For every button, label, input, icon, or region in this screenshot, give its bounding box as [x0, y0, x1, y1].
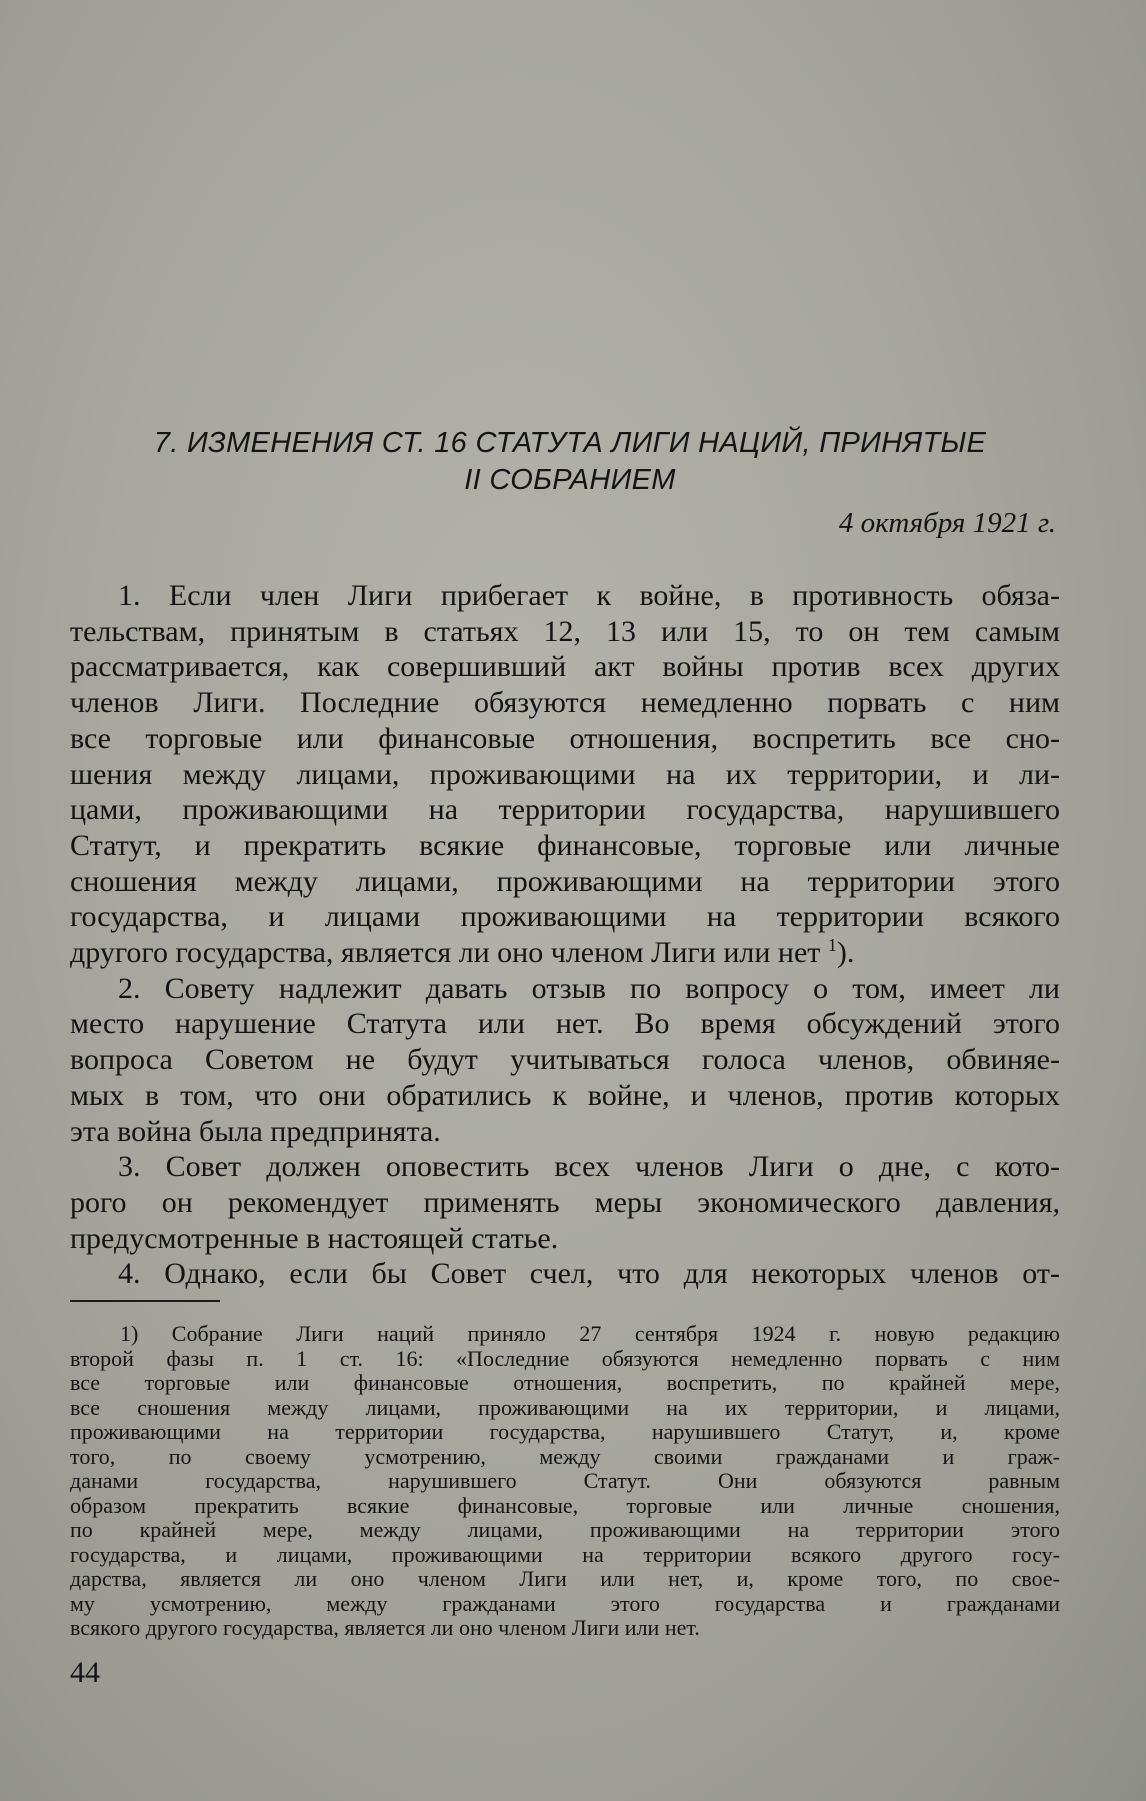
footnote-divider — [70, 1300, 220, 1302]
footnote-reference: 1 — [827, 935, 837, 955]
paragraph-2-line: 2. Совету надлежит давать отзыв по вопросу о том, имеет ли — [118, 972, 1060, 1005]
heading-line-1: 7. ИЗМЕНЕНИЯ СТ. 16 СТАТУТА ЛИГИ НАЦИЙ, ПРИНЯТЫЕ — [153, 427, 987, 459]
paragraph-2-line: мых в том, что они обратились к войне, и членов, против которых — [70, 1079, 1060, 1112]
paragraph-2-line: вопроса Советом не будут учитываться голоса членов, обвиняе- — [70, 1043, 1060, 1076]
paragraph-1-last-line — [70, 935, 1060, 971]
paragraph-1-line: шения между лицами, проживающими на их территории, и ли- — [70, 758, 1060, 791]
paragraph-1-line: членов Лиги. Последние обязуются немедленно порвать с ним — [70, 686, 1060, 719]
page-number: 44 — [70, 1656, 100, 1689]
footnote-line: того, по своему усмотрению, между своими гражданами и граж- — [70, 1445, 1060, 1469]
paragraph-1-line: государства, и лицами проживающими на территории всякого — [70, 900, 1060, 933]
paragraph-1-line: Статут, и прекратить всякие финансовые, торговые или личные — [70, 829, 1060, 862]
paragraph-4-line: 4. Однако, если бы Совет счел, что для некоторых членов от- — [118, 1257, 1060, 1290]
footnote-line: все торговые или финансовые отношения, воспретить, по крайней мере, — [70, 1371, 1060, 1395]
paragraph-3-line: 3. Совет должен оповестить всех членов Лиги о дне, с кото- — [118, 1150, 1060, 1183]
footnote-line: 1) Собрание Лиги наций приняло 27 сентября 1924 г. новую редакцию — [120, 1322, 1060, 1346]
footnote-line: второй фазы п. 1 ст. 16: «Последние обязуются немедленно порвать с ним — [70, 1347, 1060, 1371]
footnote-line: проживающими на территории государства, нарушившего Статут, и, кроме — [70, 1420, 1060, 1444]
section-heading — [70, 425, 1070, 499]
paragraph-2-line: эта война была предпринята. — [70, 1115, 441, 1148]
paragraph-1-line: 1. Если член Лиги прибегает к войне, в противность обяза- — [118, 579, 1060, 612]
paragraph-3-line: предусмотренные в настоящей статье. — [70, 1222, 559, 1255]
paragraph-1-last-text: другого государства, является ли оно членом Лиги или нет — [70, 936, 821, 969]
paragraph-3-line: рого он рекомендует применять меры экономического давления, — [70, 1186, 1060, 1219]
paragraph-1-line: все торговые или финансовые отношения, воспретить все сно- — [70, 722, 1060, 755]
paragraph-2-line: место нарушение Статута или нет. Во время обсуждений этого — [70, 1007, 1060, 1040]
paragraph-1-line: сношения между лицами, проживающими на территории этого — [70, 865, 1060, 898]
document-date: 4 октября 1921 г. — [838, 507, 1056, 539]
footnote-line: все сношения между лицами, проживающими на их территории, и лицами, — [70, 1396, 1060, 1420]
paragraph-1-line: рассматривается, как совершивший акт войны против всех других — [70, 650, 1060, 683]
footnote-line: всякого другого государства, является ли оно членом Лиги или нет. — [70, 1616, 700, 1640]
paragraph-1-line: цами, проживающими на территории государства, нарушившего — [70, 793, 1060, 826]
heading-line-2: II СОБРАНИЕМ — [464, 464, 676, 496]
footnote-line: му усмотрению, между гражданами этого государства и гражданами — [70, 1592, 1060, 1616]
footnote-line: государства, и лицами, проживающими на территории всякого другого госу- — [70, 1543, 1060, 1567]
footnote-line: дарства, является ли оно членом Лиги или нет, и, кроме того, по свое- — [70, 1567, 1060, 1591]
footnote-line: образом прекратить всякие финансовые, торговые или личные сношения, — [70, 1494, 1060, 1518]
footnote-line: данами государства, нарушившего Статут. Они обязуются равным — [70, 1469, 1060, 1493]
paragraph-1-line: тельствам, принятым в статьях 12, 13 или 15, то он тем самым — [70, 615, 1060, 648]
footnote-line: по крайней мере, между лицами, проживающими на территории этого — [70, 1518, 1060, 1542]
footnote-reference-close: ). — [836, 936, 855, 969]
